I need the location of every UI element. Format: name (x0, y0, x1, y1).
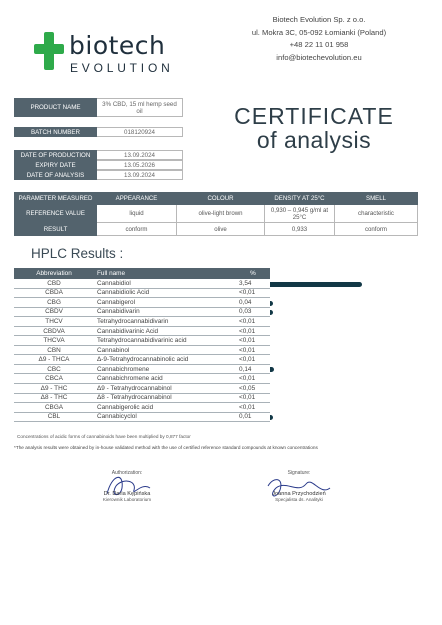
param-header: COLOUR (177, 193, 265, 205)
hplc-title: HPLC Results : (31, 246, 124, 261)
analysis-value: 13.09.2024 (97, 170, 183, 180)
parameter-table (14, 192, 418, 236)
hplc-pct: 0,03 (239, 308, 252, 316)
hplc-pct: 0,01 (239, 413, 252, 421)
reference-cell: olive-light brown (177, 205, 265, 223)
hplc-pct: <0,01 (239, 337, 256, 345)
hplc-bar (270, 310, 273, 315)
signature-left (82, 466, 172, 516)
hplc-abbr: CBG (47, 298, 61, 306)
signature-left-role: Authorization: (111, 470, 143, 476)
hplc-pct: <0,01 (239, 317, 256, 325)
signature-right (254, 466, 344, 516)
result-cell: olive (177, 223, 265, 236)
reference-cell: 0,930 – 0,945 g/ml at 25°C (265, 205, 335, 223)
hplc-name: Cannabigerol (97, 298, 136, 306)
hplc-pct: <0,01 (239, 356, 256, 364)
hplc-row (14, 336, 270, 346)
hplc-pct: 0,04 (239, 298, 252, 306)
hplc-row (14, 289, 270, 299)
hplc-bar (270, 415, 273, 420)
hplc-abbr: CBCA (45, 375, 63, 383)
param-header: PARAMETER MEASURED (15, 193, 97, 205)
method-note: *The analysis results were obtained by in-house validated method with the use of certified reference standard compounds at known concentrations (14, 445, 318, 450)
signature-right-position: Specjalista ds. Analityki (275, 497, 323, 502)
company-address: ul. Mokra 3C, 05-092 Łomianki (Poland) (251, 27, 387, 37)
hplc-abbr: CBN (47, 346, 61, 354)
hplc-pct: 0,14 (239, 365, 252, 373)
hplc-name: Δ9 - Tetrahydrocannabinol (97, 384, 172, 392)
analysis-label: DATE OF ANALYSIS (14, 170, 97, 180)
certificate-title (214, 104, 414, 152)
param-header: APPEARANCE (97, 193, 177, 205)
hplc-name: Tetrahydrocannabidivarinic acid (97, 337, 187, 345)
hplc-abbr: CBL (47, 413, 61, 421)
hplc-pct: <0,01 (239, 327, 256, 335)
hplc-header-row (14, 268, 270, 279)
param-header: DENSITY AT 25°C (265, 193, 335, 205)
expiry-row (14, 160, 183, 170)
hplc-row (14, 279, 270, 289)
company-info (214, 14, 424, 64)
hplc-name: Cannabinol (97, 346, 130, 354)
signature-right-role: Signature: (287, 470, 311, 476)
reference-label: REFERENCE VALUE (15, 205, 97, 223)
product-name-value: 3% CBD, 15 ml hemp seed oil (97, 98, 183, 117)
signature-right-name: Joanna Przychodzień (272, 491, 326, 497)
hplc-name: Cannabidivarin (97, 308, 140, 316)
hplc-abbr: CBD (47, 279, 61, 287)
hplc-name: Cannabichromene acid (97, 375, 163, 383)
signature-left-position: Kierownik Laboratorium (102, 497, 152, 502)
hplc-abbr: Δ9 - THC (40, 384, 68, 392)
hplc-row (14, 413, 270, 423)
hplc-bar (270, 301, 273, 306)
cross-logo-icon (34, 32, 64, 70)
production-row (14, 150, 183, 160)
hplc-abbr: CBDV (45, 308, 63, 316)
hplc-name: Cannabicyclol (97, 413, 137, 421)
result-row (15, 223, 418, 236)
result-cell: conform (97, 223, 177, 236)
hplc-header-name: Full name (97, 270, 126, 277)
parameter-header-row (15, 193, 418, 205)
hplc-abbr: CBDVA (43, 327, 65, 335)
hplc-pct: <0,01 (239, 346, 256, 354)
product-name-row (14, 98, 183, 117)
hplc-row (14, 308, 270, 318)
result-cell: conform (335, 223, 418, 236)
expiry-label: EXPIRY DATE (14, 160, 97, 170)
hplc-name: Δ-9-Tetrahydrocannabinolic acid (97, 356, 189, 364)
title-line-2: of analysis (256, 127, 372, 153)
result-cell: 0,933 (265, 223, 335, 236)
batch-value: 018120924 (97, 127, 183, 137)
hplc-pct: <0,01 (239, 289, 256, 297)
result-label: RESULT (15, 223, 97, 236)
hplc-bar (270, 367, 274, 372)
hplc-abbr: Δ9 - THCA (38, 356, 70, 364)
batch-row (14, 127, 183, 137)
hplc-abbr: Δ8 - THC (40, 394, 68, 402)
hplc-row (14, 365, 270, 375)
hplc-row (14, 298, 270, 308)
hplc-row (14, 394, 270, 404)
param-header: SMELL (335, 193, 418, 205)
hplc-abbr: THCVA (43, 337, 65, 345)
expiry-value: 13.05.2026 (97, 160, 183, 170)
hplc-abbr: CBC (47, 365, 61, 373)
hplc-pct: 3,54 (239, 279, 252, 287)
batch-label: BATCH NUMBER (14, 127, 97, 137)
hplc-row (14, 384, 270, 394)
hplc-header-pct: % (250, 270, 256, 277)
hplc-pct: <0,01 (239, 375, 256, 383)
company-phone: +48 22 11 01 958 (289, 40, 349, 49)
hplc-row (14, 403, 270, 413)
hplc-pct: <0,05 (239, 384, 256, 392)
hplc-abbr: CBDA (45, 289, 63, 297)
reference-row (15, 205, 418, 223)
hplc-name: Cannabichromene (97, 365, 150, 373)
hplc-abbr: THCV (45, 317, 63, 325)
production-label: DATE OF PRODUCTION (14, 150, 97, 160)
hplc-pct: <0,01 (239, 403, 256, 411)
hplc-abbr: CBGA (44, 403, 64, 411)
brand-name-top: biotech (69, 31, 166, 60)
company-email: info@biotechevolution.eu (276, 52, 362, 62)
hplc-name: Δ8 - Tetrahydrocannabinol (97, 394, 172, 402)
hplc-name: Tetrahydrocannabidivarin (97, 317, 169, 325)
reference-cell: characteristic (335, 205, 418, 223)
hplc-row (14, 317, 270, 327)
acidic-note: Concentrations of acidic forms of cannabinoids have been multiplied by 0,877 factor (17, 434, 191, 439)
brand-name-bottom: EVOLUTION (70, 61, 174, 75)
hplc-row (14, 374, 270, 384)
hplc-row (14, 346, 270, 356)
hplc-name: Cannabigerolic acid (97, 403, 154, 411)
hplc-header-abbr: Abbreviation (36, 270, 72, 277)
product-name-label: PRODUCT NAME (14, 98, 97, 117)
hplc-name: Cannabidiol (97, 279, 131, 287)
analysis-row (14, 170, 183, 180)
signature-left-name: Dr. Daria Kępińska (103, 491, 151, 497)
brand-logo (34, 30, 194, 74)
hplc-pct: <0,01 (239, 394, 256, 402)
company-name: Biotech Evolution Sp. z o.o. (272, 15, 366, 24)
hplc-name: Cannabidivarinic Acid (97, 327, 159, 335)
reference-cell: liquid (97, 205, 177, 223)
hplc-row (14, 355, 270, 365)
hplc-name: Cannabidiolic Acid (97, 289, 150, 297)
hplc-table (14, 268, 270, 422)
title-line-1: CERTIFICATE (234, 103, 394, 129)
hplc-bar (270, 282, 362, 287)
production-value: 13.09.2024 (97, 150, 183, 160)
hplc-row (14, 327, 270, 337)
